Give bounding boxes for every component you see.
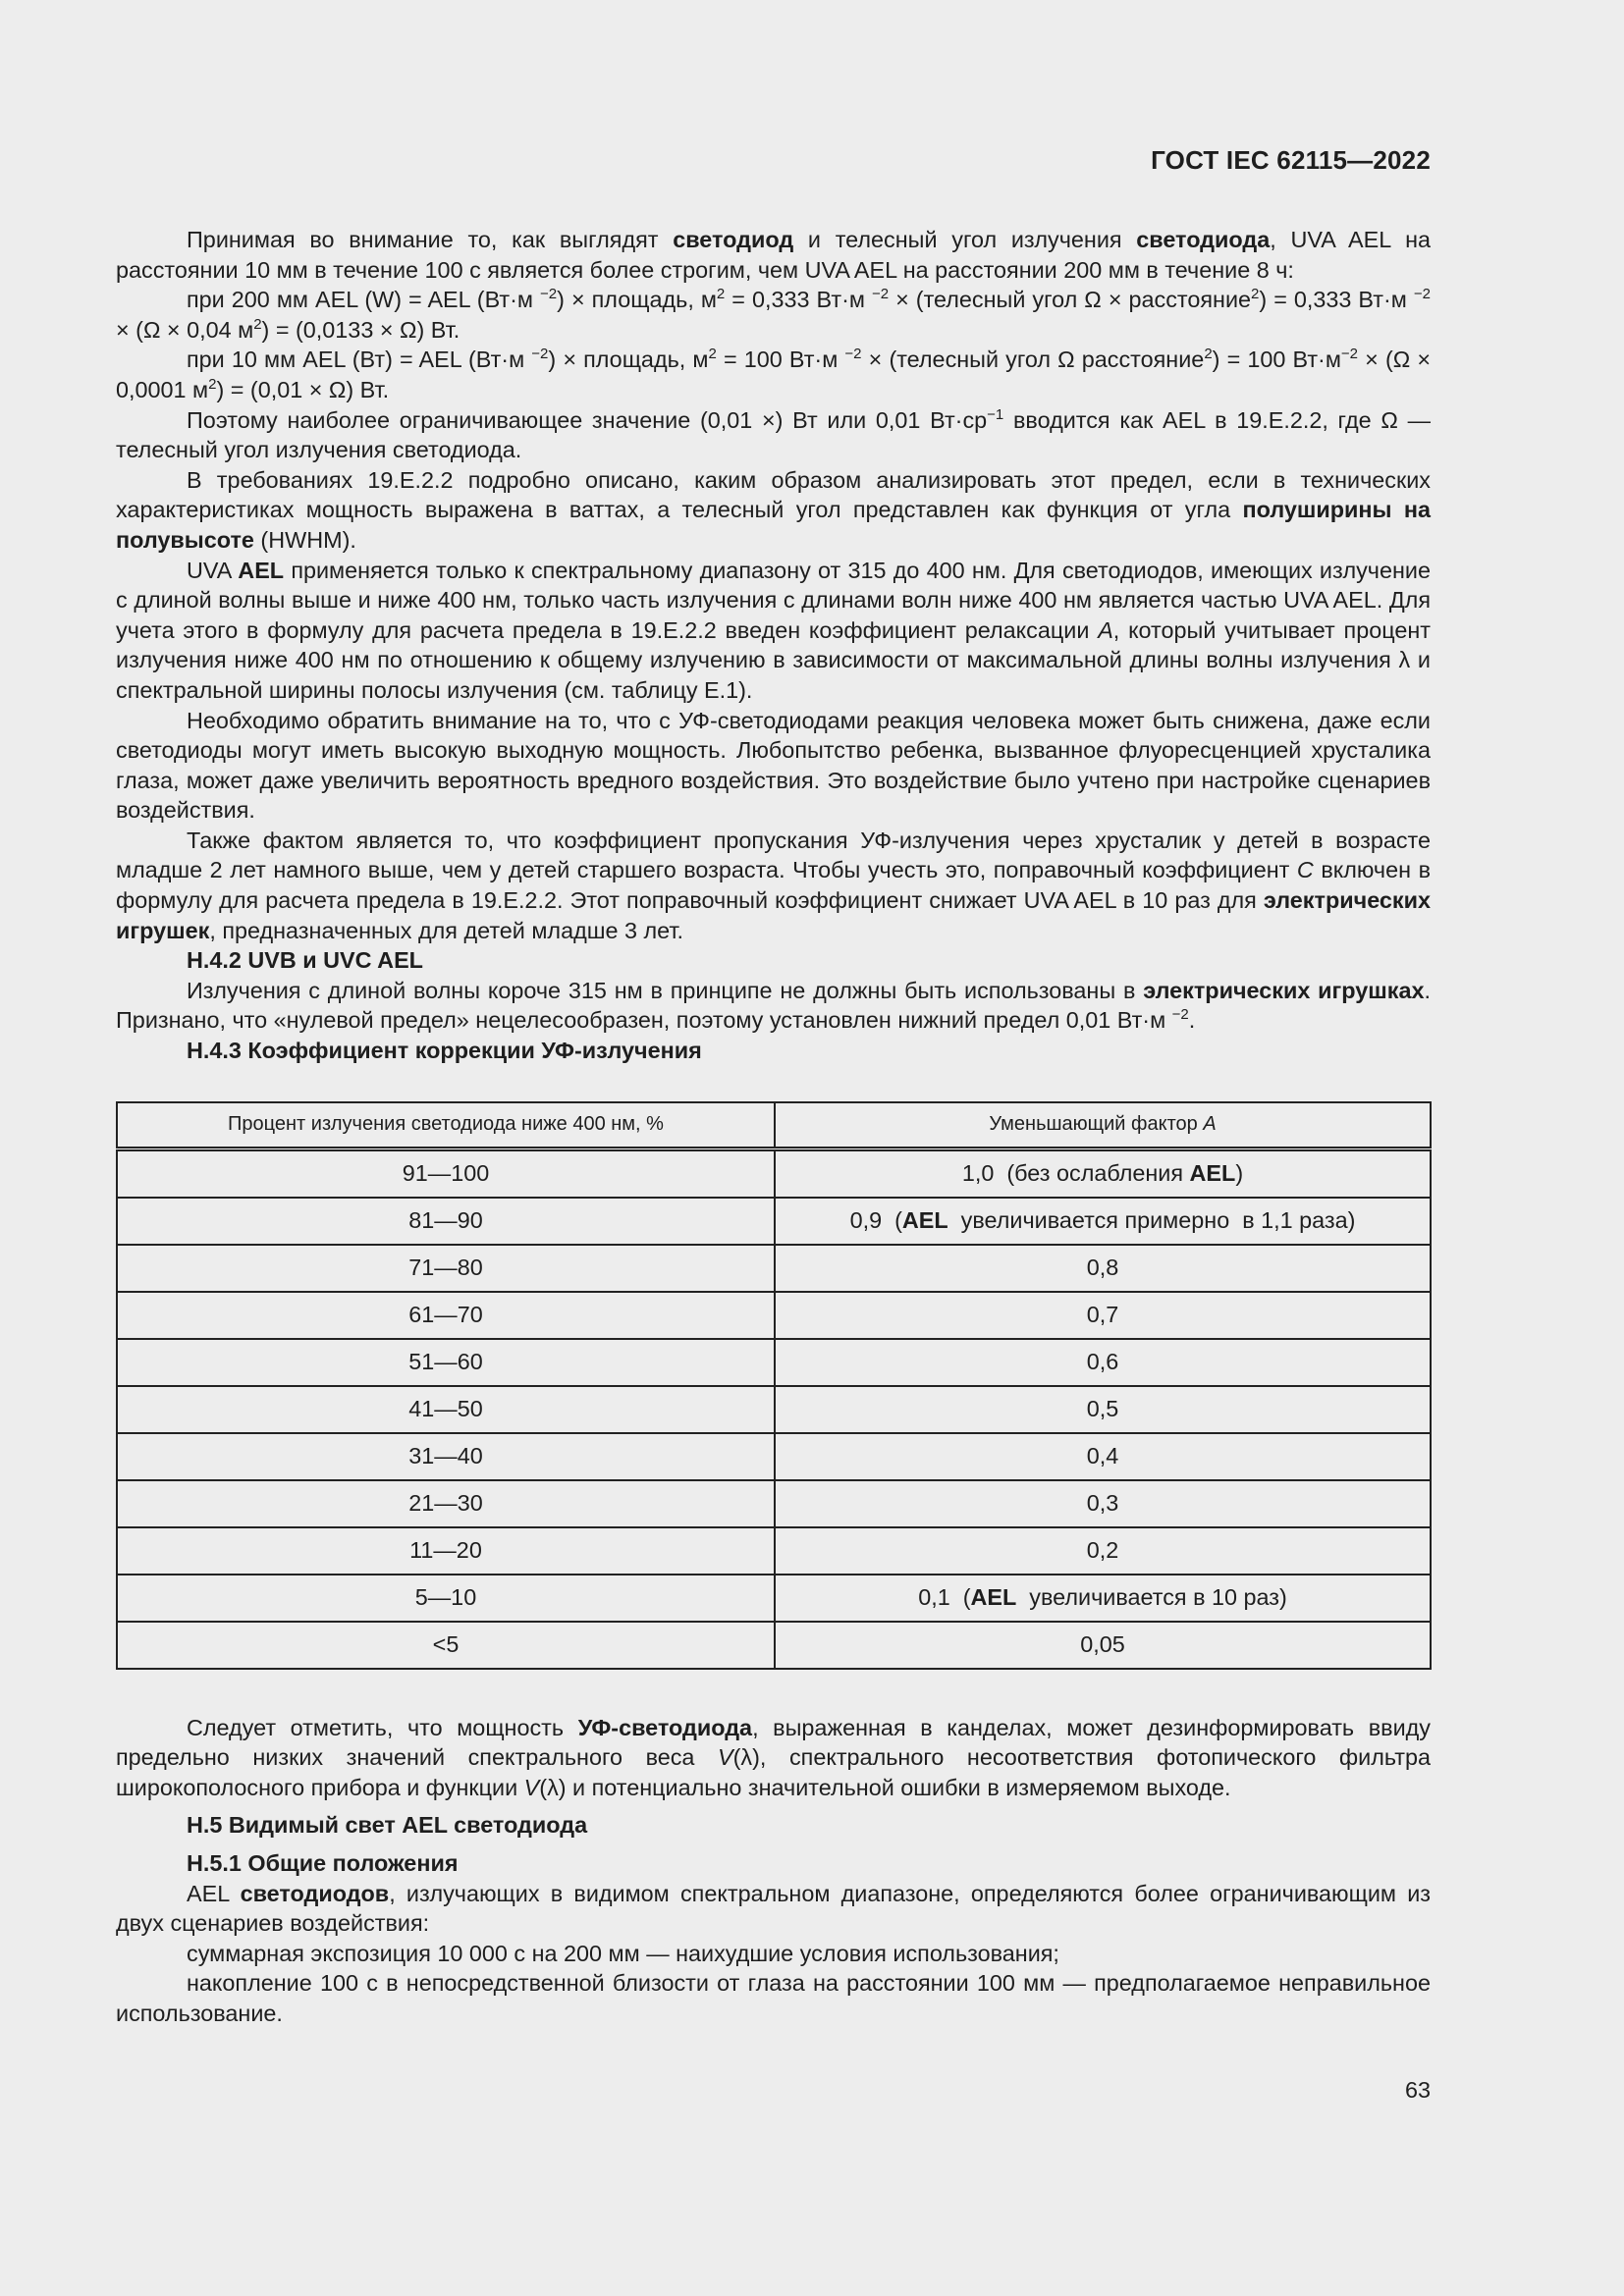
formula-paragraph: при 200 мм AEL (W) = AEL (Вт·м $^{-2}$) × площадь, $м^2 = 0,333$ Вт·м $^{-2}$ × (телесный угол Ω × расстояние$^2$) = 0,333 Вт·м $^{-2}$ × (Ω × 0,04 $м^2) = (0,0133 \times \Omega)$ Вт. [116,286,1431,343]
percent-range-cell: 81—90 [117,1198,775,1245]
document-header: ГОСТ IEC 62115—2022 [1151,145,1431,175]
paragraph: AEL светодиодов, излучающих в видимом спектральном диапазоне, определяются более ограничивающим из двух сценариев воздействия: [116,1880,1431,1937]
formula-paragraph: при 10 мм AEL (Вт) = AEL (Вт·м $^{-2}$) × площадь, $м^2 = 100$ Вт·м $^{-2}$ × (телесный угол Ω расстояние$^2$) = 100 $Вт\cdot м^{-2} \times (\Omega \times 0,0001$ $м^2) = (0,01 \times \Omega)$ Вт. [116,346,1432,402]
table-row [117,1245,1431,1292]
list-paragraph: накопление 100 с в непосредственной близости от глаза на расстоянии 100 мм — предполагаемое неправильное использование. [116,1970,1431,2026]
paragraph: Следует отметить, что мощность УФ-светодиода, выраженная в канделах, может дезинформировать ввиду предельно низких значений спектрального веса V(λ), спектрального несоответствия фотопического фильтра широкополосного прибора и функции V(λ) и потенциально значительной ошибки в измеряемом выходе. [116,1714,1431,1800]
factor-cell: 0,3 [775,1480,1431,1527]
factor-cell: 0,7 [775,1292,1431,1339]
table-row [117,1386,1431,1433]
section-heading-h43: H.4.3 Коэффициент коррекции УФ-излучения [187,1038,702,1064]
paragraph: Поэтому наиболее ограничивающее значение (0,01 ×) Вт или 0,01 $Вт\cdot ср^{-1}$ вводится как AEL в 19.E.2.2, где Ω — телесный угол излучения светодиода. [116,405,1431,463]
factor-cell: 0,2 [775,1527,1431,1575]
paragraph: Необходимо обратить внимание на то, что с УФ-светодиодами реакция человека может быть снижена, даже если светодиоды могут иметь высокую выходную мощность. Любопытство ребенка, вызванное флуоресценцией хрусталика глаза, может даже увеличить вероятность вредного воздействия. Это воздействие было учтено при настройке сценариев воздействия. [116,707,1431,824]
factor-cell: 0,5 [775,1386,1431,1433]
table-row [117,1575,1431,1622]
paragraph: В требованиях 19.E.2.2 подробно описано, каким образом анализировать этот предел, если в технических характеристиках мощность выражена в ваттах, а телесный угол представлен как функция от угла полуширины на полувысоте (HWHM). [116,466,1431,553]
percent-range-cell: 5—10 [117,1575,775,1622]
percent-range-cell: 11—20 [117,1527,775,1575]
factor-cell: 0,8 [775,1245,1431,1292]
correction-factor-table [116,1101,1432,1670]
paragraph: Излучения с длиной волны короче 315 нм в принципе не должны быть использованы в электрических игрушках. Признано, что «нулевой предел» нецелесообразен, поэтому установлен нижний предел 0,01 Вт·м $^{-2}$. [116,977,1431,1034]
page-number: 63 [1404,2077,1431,2103]
table-row [117,1292,1431,1339]
paragraph: Также фактом является то, что коэффициент пропускания УФ-излучения через хрусталик у детей в возрасте младше 2 лет намного выше, чем у детей старшего возраста. Чтобы учесть это, поправочный коэффициент С включен в формулу для расчета предела в 19.E.2.2. Этот поправочный коэффициент снижает UVA AEL в 10 раз для электрических игрушек, предназначенных для детей младше 3 лет. [116,827,1431,943]
factor-cell: 0,4 [775,1433,1431,1480]
column-header-percent: Процент излучения светодиода ниже 400 нм, % [117,1102,775,1149]
page-body [116,225,1431,2029]
section-heading-h51: H.5.1 Общие положения [187,1850,459,1876]
section-heading-h5: H.5 Видимый свет AEL светодиода [187,1812,588,1839]
table-row [117,1622,1431,1669]
table-row [117,1433,1431,1480]
factor-cell: 0,1 (AEL увеличивается в 10 раз) [775,1575,1431,1622]
factor-cell: 1,0 (без ослабления AEL) [775,1148,1431,1198]
table-row [117,1198,1431,1245]
percent-range-cell: 51—60 [117,1339,775,1386]
table-row [117,1339,1431,1386]
table-row [117,1527,1431,1575]
factor-cell: 0,6 [775,1339,1431,1386]
table-header-row [117,1102,1431,1149]
percent-range-cell: <5 [117,1622,775,1669]
percent-range-cell: 41—50 [117,1386,775,1433]
table-row [117,1480,1431,1527]
paragraph: Принимая во внимание то, как выглядят светодиод и телесный угол излучения светодиода, UVA AEL на расстоянии 10 мм в течение 100 с является более строгим, чем UVA AEL на расстоянии 200 мм в течение 8 ч: [116,227,1431,283]
paragraph: UVA AEL применяется только к спектральному диапазону от 315 до 400 нм. Для светодиодов, имеющих излучение с длиной волны выше и ниже 400 нм, только часть излучения с длинами волн ниже 400 нм является частью UVA AEL. Для учета этого в формулу для расчета предела в 19.E.2.2 введен коэффициент релаксации А, который учитывает процент излучения ниже 400 нм по отношению к общему излучению в зависимости от максимальной длины волны излучения λ и спектральной ширины полосы излучения (см. таблицу E.1). [116,557,1431,703]
list-paragraph: суммарная экспозиция 10 000 с на 200 мм — наихудшие условия использования; [187,1940,1059,1966]
factor-cell: 0,9 (AEL увеличивается примерно в 1,1 раза) [775,1198,1431,1245]
percent-range-cell: 61—70 [117,1292,775,1339]
section-heading-h42: H.4.2 UVB и UVC AEL [187,947,423,974]
factor-cell: 0,05 [775,1622,1431,1669]
percent-range-cell: 31—40 [117,1433,775,1480]
table-row [117,1148,1431,1198]
percent-range-cell: 21—30 [117,1480,775,1527]
column-header-factor: Уменьшающий фактор А [775,1102,1431,1149]
percent-range-cell: 91—100 [117,1148,775,1198]
percent-range-cell: 71—80 [117,1245,775,1292]
